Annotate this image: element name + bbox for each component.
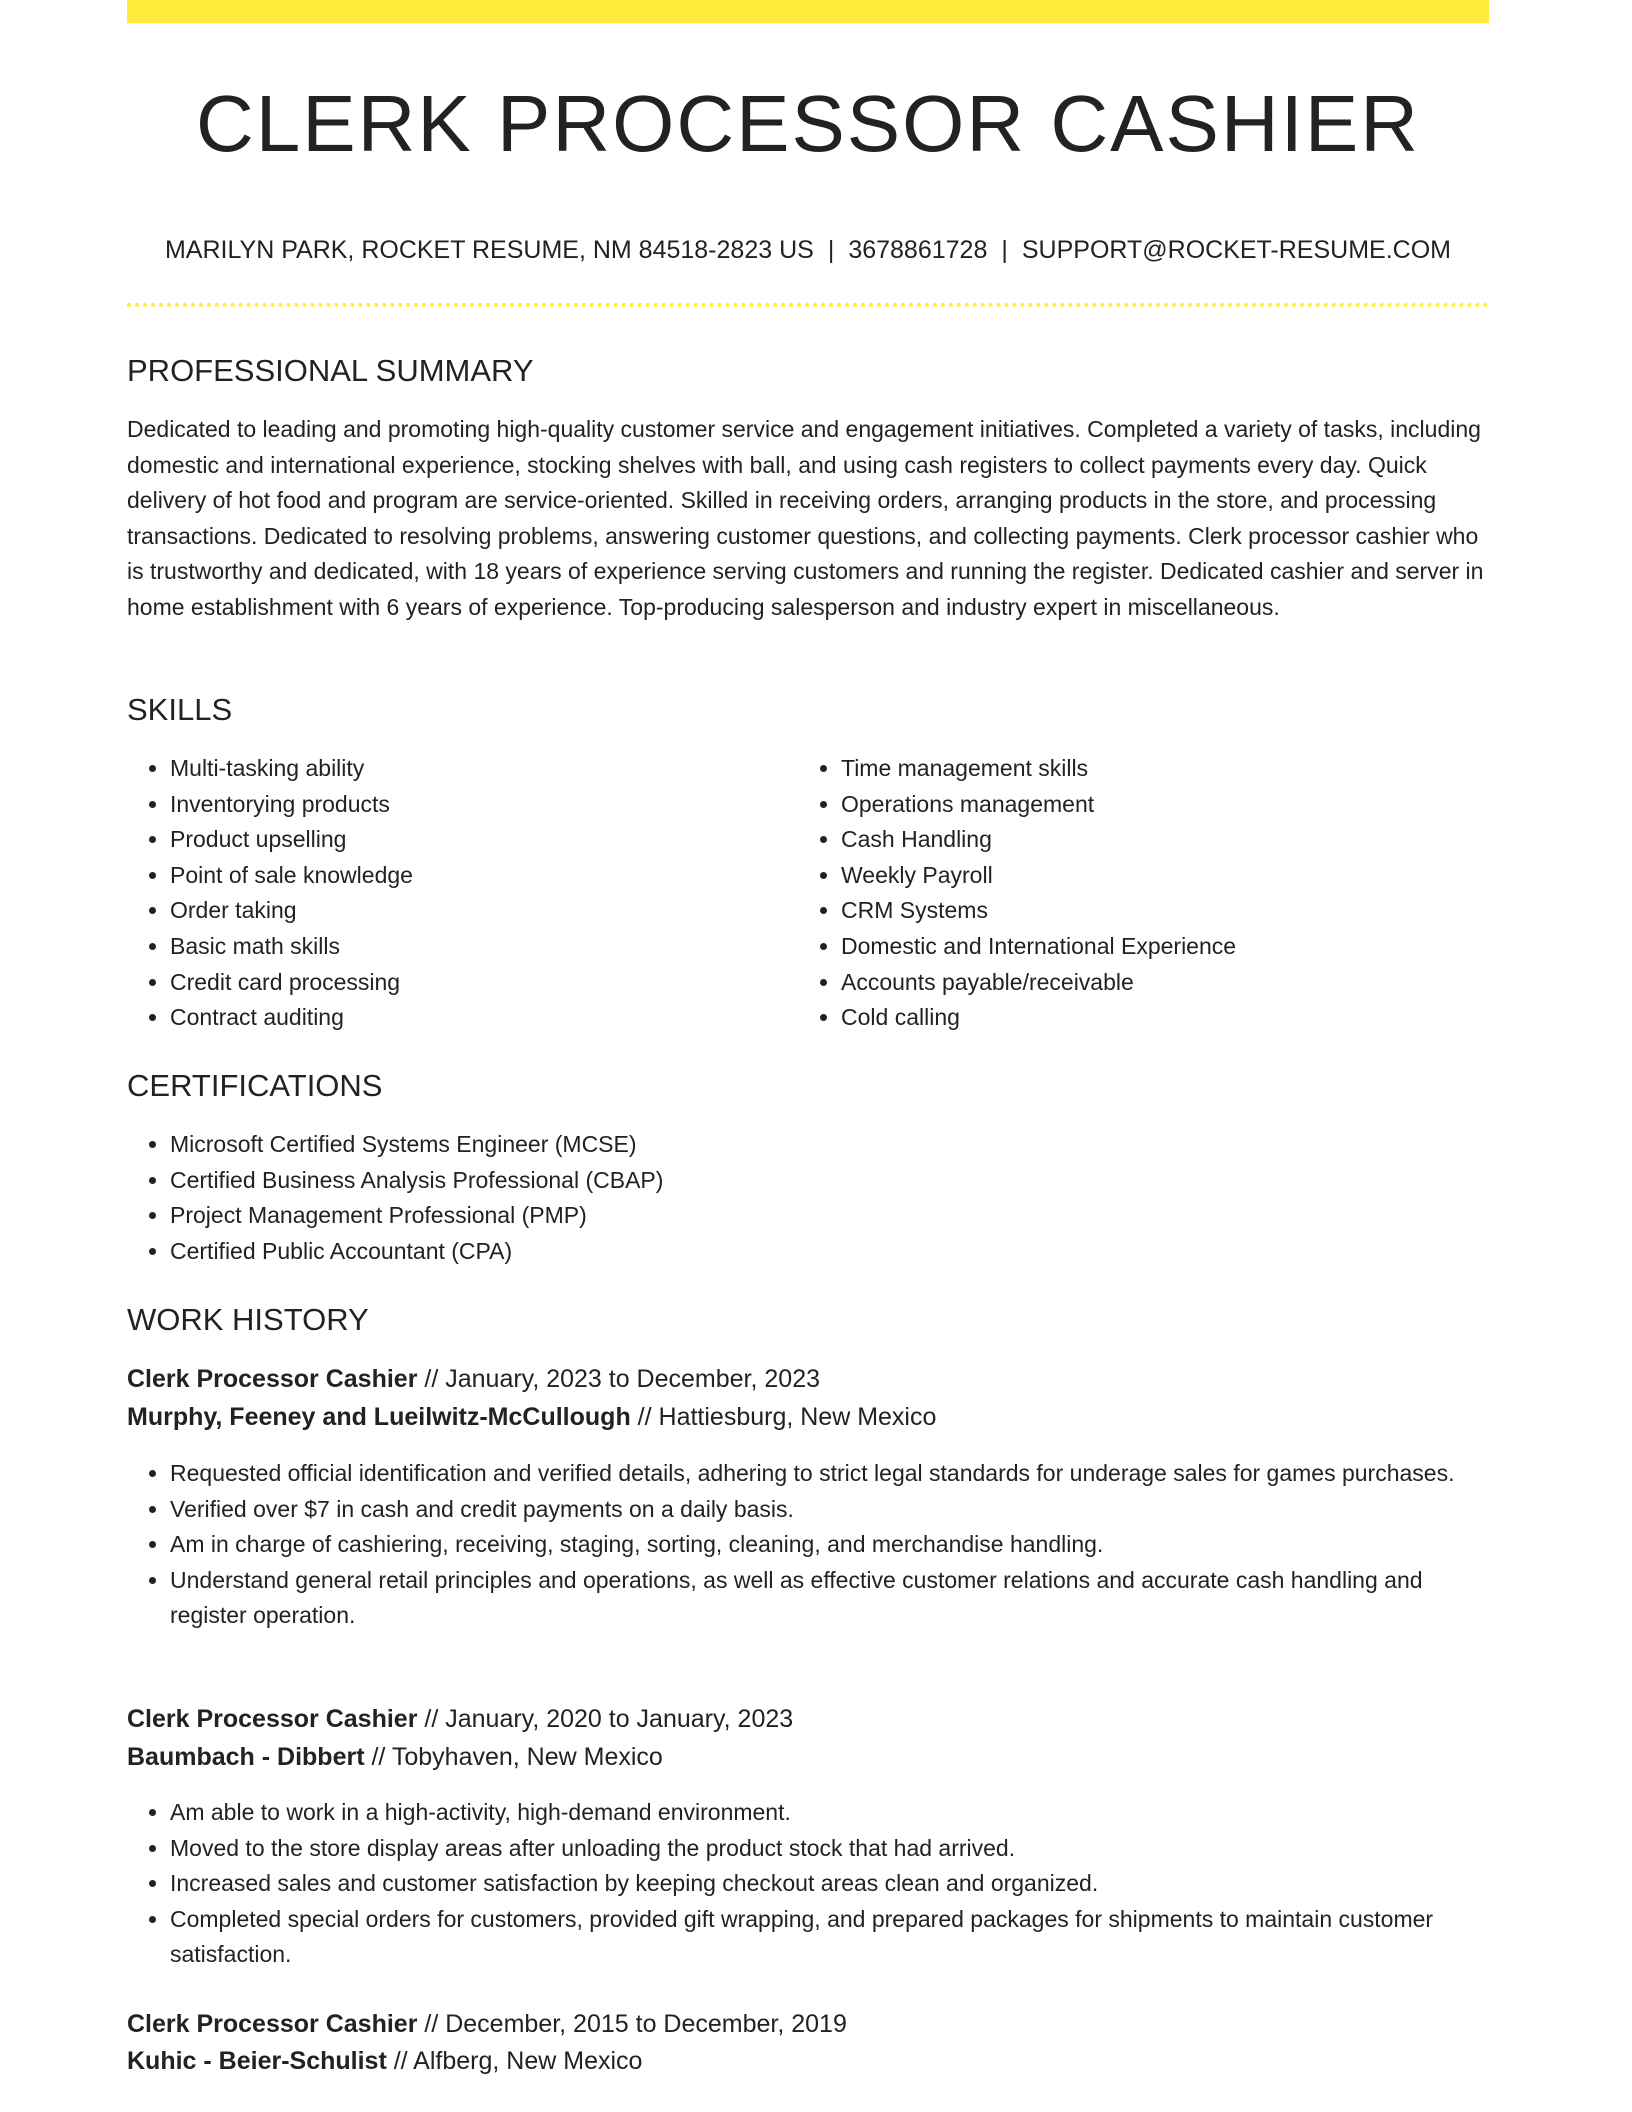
job-bullet: • Requested official identification and verified details, adhering to strict legal standards for underage sales for games purchases. bbox=[170, 1456, 1489, 1492]
job-dates: // December, 2015 to December, 2019 bbox=[424, 2010, 847, 2038]
skill-item: • Contract auditing bbox=[170, 1000, 790, 1036]
job-company-line bbox=[127, 1743, 663, 1772]
dotted-divider bbox=[127, 303, 1489, 307]
skill-item: • Domestic and International Experience bbox=[841, 929, 1491, 965]
skills-heading: SKILLS bbox=[127, 692, 233, 727]
job-title-line bbox=[127, 2010, 847, 2039]
job-company: Kuhic - Beier-Schulist bbox=[127, 2047, 387, 2075]
job-company: Baumbach - Dibbert bbox=[127, 1743, 365, 1771]
job-title-line bbox=[127, 1365, 820, 1394]
skill-item: • Time management skills bbox=[841, 751, 1491, 787]
summary-text: Dedicated to leading and promoting high-quality customer service and engagement initiatives. Completed a variety of tasks, including domestic and international experience, stocking shelves with ball, and using cash registers to collect payments every day. Quick delivery of hot food and program are service-oriented. Skilled in receiving orders, arranging products in the store, and processing transactions. Dedicated to resolving problems, answering customer questions, and collecting payments. Clerk processor cashier who is trustworthy and dedicated, with 18 years of experience serving customers and running the register. Dedicated cashier and server in home establishment with 6 years of experience. Top-producing salesperson and industry expert in miscellaneous. bbox=[127, 416, 1484, 620]
skill-item: • CRM Systems bbox=[841, 893, 1491, 929]
skill-item: • Accounts payable/receivable bbox=[841, 965, 1491, 1001]
skill-item: • Inventorying products bbox=[170, 787, 790, 823]
skill-item: • Cold calling bbox=[841, 1000, 1491, 1036]
job-bullet: • Verified over $7 in cash and credit payments on a daily basis. bbox=[170, 1492, 1489, 1528]
skill-item: • Basic math skills bbox=[170, 929, 790, 965]
skill-item: • Operations management bbox=[841, 787, 1491, 823]
skill-item: • Multi-tasking ability bbox=[170, 751, 790, 787]
job-title: Clerk Processor Cashier bbox=[127, 2010, 418, 2038]
contact-separator: | bbox=[1001, 236, 1008, 264]
job-title: Clerk Processor Cashier bbox=[127, 1365, 418, 1393]
contact-line bbox=[127, 236, 1489, 265]
certification-item: • Certified Business Analysis Professional (CBAP) bbox=[170, 1163, 1470, 1199]
certification-item: • Microsoft Certified Systems Engineer (MCSE) bbox=[170, 1127, 1470, 1163]
summary-heading: PROFESSIONAL SUMMARY bbox=[127, 353, 534, 388]
job-bullet: • Increased sales and customer satisfaction by keeping checkout areas clean and organized. bbox=[170, 1866, 1489, 1902]
contact-phone: 3678861728 bbox=[848, 236, 988, 264]
skills-list-left bbox=[127, 751, 790, 1036]
accent-bar bbox=[127, 0, 1489, 23]
job-company-line bbox=[127, 1403, 936, 1432]
certifications-list bbox=[127, 1127, 1470, 1269]
work-history-heading: WORK HISTORY bbox=[127, 1302, 369, 1337]
skill-item: • Point of sale knowledge bbox=[170, 858, 790, 894]
job-dates: // January, 2023 to December, 2023 bbox=[424, 1365, 821, 1393]
job-title: Clerk Processor Cashier bbox=[127, 1705, 418, 1733]
contact-address: MARILYN PARK, ROCKET RESUME, NM 84518-2823 US bbox=[164, 236, 814, 264]
skill-item: • Weekly Payroll bbox=[841, 858, 1491, 894]
job-title-line bbox=[127, 1705, 793, 1734]
job-bullet: • Completed special orders for customers, provided gift wrapping, and prepared packages for shipments to maintain customer satisfaction. bbox=[170, 1902, 1489, 1973]
job-location: // Hattiesburg, New Mexico bbox=[637, 1403, 937, 1431]
certification-item: • Certified Public Accountant (CPA) bbox=[170, 1234, 1470, 1270]
job-location: // Alfberg, New Mexico bbox=[393, 2047, 643, 2075]
resume-title: CLERK PROCESSOR CASHIER bbox=[195, 79, 1421, 168]
job-location: // Tobyhaven, New Mexico bbox=[371, 1743, 663, 1771]
skill-item: • Cash Handling bbox=[841, 822, 1491, 858]
job-bullet: • Moved to the store display areas after unloading the product stock that had arrived. bbox=[170, 1831, 1489, 1867]
skill-item: • Credit card processing bbox=[170, 965, 790, 1001]
job-bullets bbox=[127, 1456, 1489, 1634]
job-bullet: • Am able to work in a high-activity, high-demand environment. bbox=[170, 1795, 1489, 1831]
job-company: Murphy, Feeney and Lueilwitz-McCullough bbox=[127, 1403, 631, 1431]
skill-item: • Order taking bbox=[170, 893, 790, 929]
skills-list-right bbox=[798, 751, 1491, 1036]
job-company-line bbox=[127, 2047, 642, 2076]
certification-item: • Project Management Professional (PMP) bbox=[170, 1198, 1470, 1234]
certifications-heading: CERTIFICATIONS bbox=[127, 1068, 383, 1103]
job-bullets bbox=[127, 1795, 1489, 1973]
contact-separator: | bbox=[827, 236, 835, 264]
job-dates: // January, 2020 to January, 2023 bbox=[424, 1705, 794, 1733]
skill-item: • Product upselling bbox=[170, 822, 790, 858]
job-bullet: • Am in charge of cashiering, receiving, staging, sorting, cleaning, and merchandise handling. bbox=[170, 1527, 1489, 1563]
contact-email: SUPPORT@ROCKET-RESUME.COM bbox=[1021, 236, 1451, 264]
job-bullet: • Understand general retail principles and operations, as well as effective customer relations and accurate cash handling and register operation. bbox=[170, 1563, 1489, 1634]
